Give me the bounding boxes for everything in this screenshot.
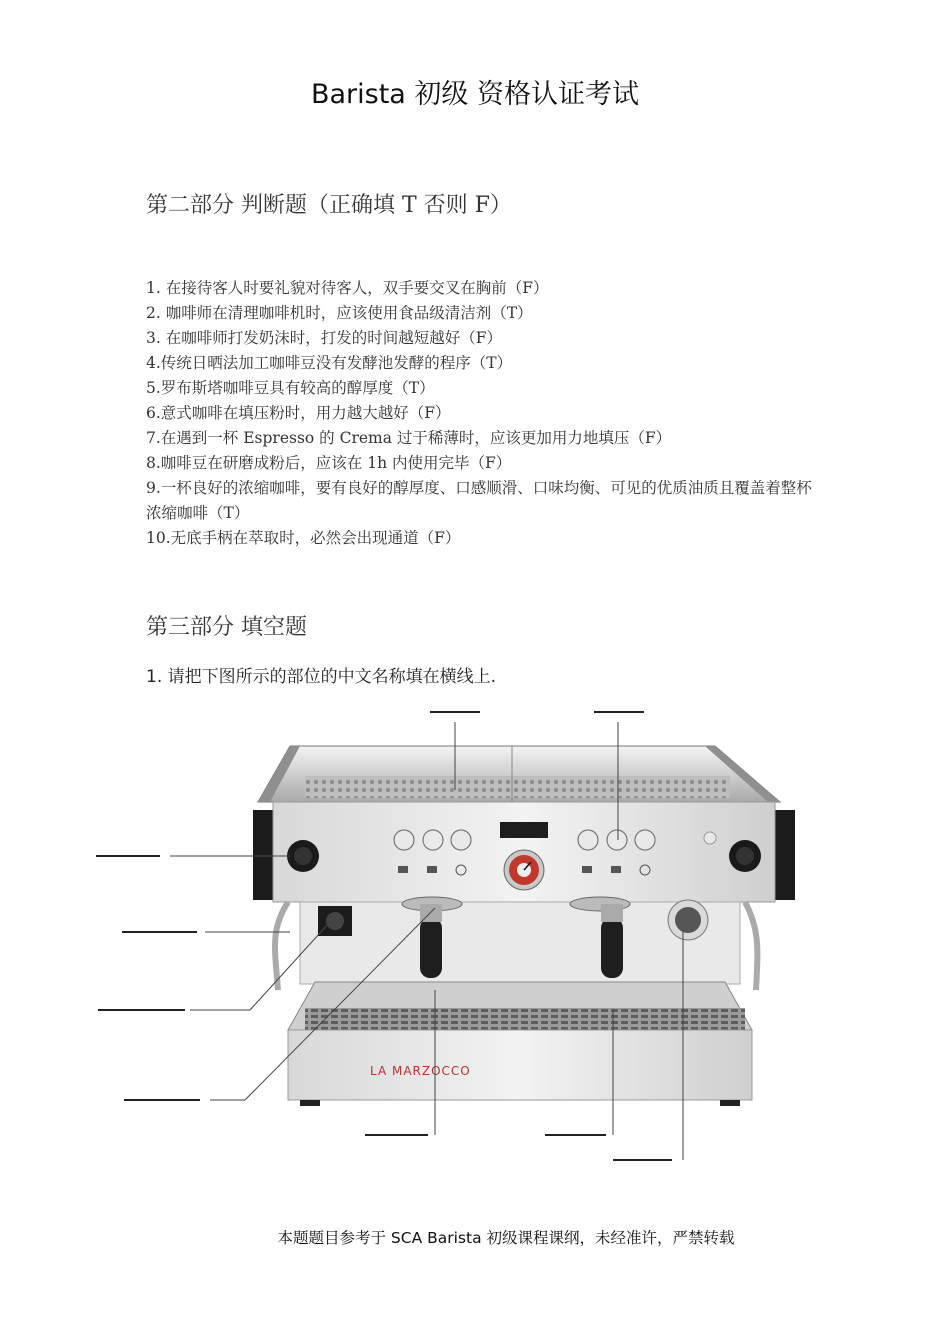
list-item: 6.意式咖啡在填压粉时，用力越大越好（F） — [146, 404, 451, 422]
part3-instruction: 1. 请把下图所示的部位的中文名称填在横线上. — [146, 667, 497, 687]
question-list — [146, 276, 826, 551]
list-item: 3. 在咖啡师打发奶沫时，打发的时间越短越好（F） — [146, 329, 502, 347]
footer-note: 本题题目参考于 SCA Barista 初级课程课纲，未经准许，严禁转载 — [277, 1229, 735, 1247]
brand-label: LA MARZOCCO — [370, 1064, 471, 1078]
list-item: 7.在遇到一杯 Espresso 的 Crema 过于稀薄时，应该更加用力地填压（F） — [146, 429, 672, 447]
list-item: 1. 在接待客人时要礼貌对待客人，双手要交叉在胸前（F） — [146, 279, 549, 297]
part3-heading: 第三部分 填空题 — [146, 615, 307, 640]
part2-heading: 第二部分 判断题（正确填 T 否则 F） — [146, 193, 512, 218]
list-item: 9.一杯良好的浓缩咖啡，要有良好的醇厚度、口感顺滑、口味均衡、可见的优质油质且覆盖着整杯浓缩咖啡（T） — [146, 479, 812, 522]
espresso-machine-icon — [0, 690, 950, 1180]
page-title: Barista 初级 资格认证考试 — [310, 79, 640, 110]
list-item: 10.无底手柄在萃取时，必然会出现通道（F） — [146, 529, 461, 547]
list-item: 5.罗布斯塔咖啡豆具有较高的醇厚度（T） — [146, 379, 435, 397]
list-item: 2. 咖啡师在清理咖啡机时，应该使用食品级清洁剂（T） — [146, 304, 533, 322]
list-item: 4.传统日晒法加工咖啡豆没有发酵池发酵的程序（T） — [146, 354, 513, 372]
list-item: 8.咖啡豆在研磨成粉后，应该在 1h 内使用完毕（F） — [146, 454, 512, 472]
